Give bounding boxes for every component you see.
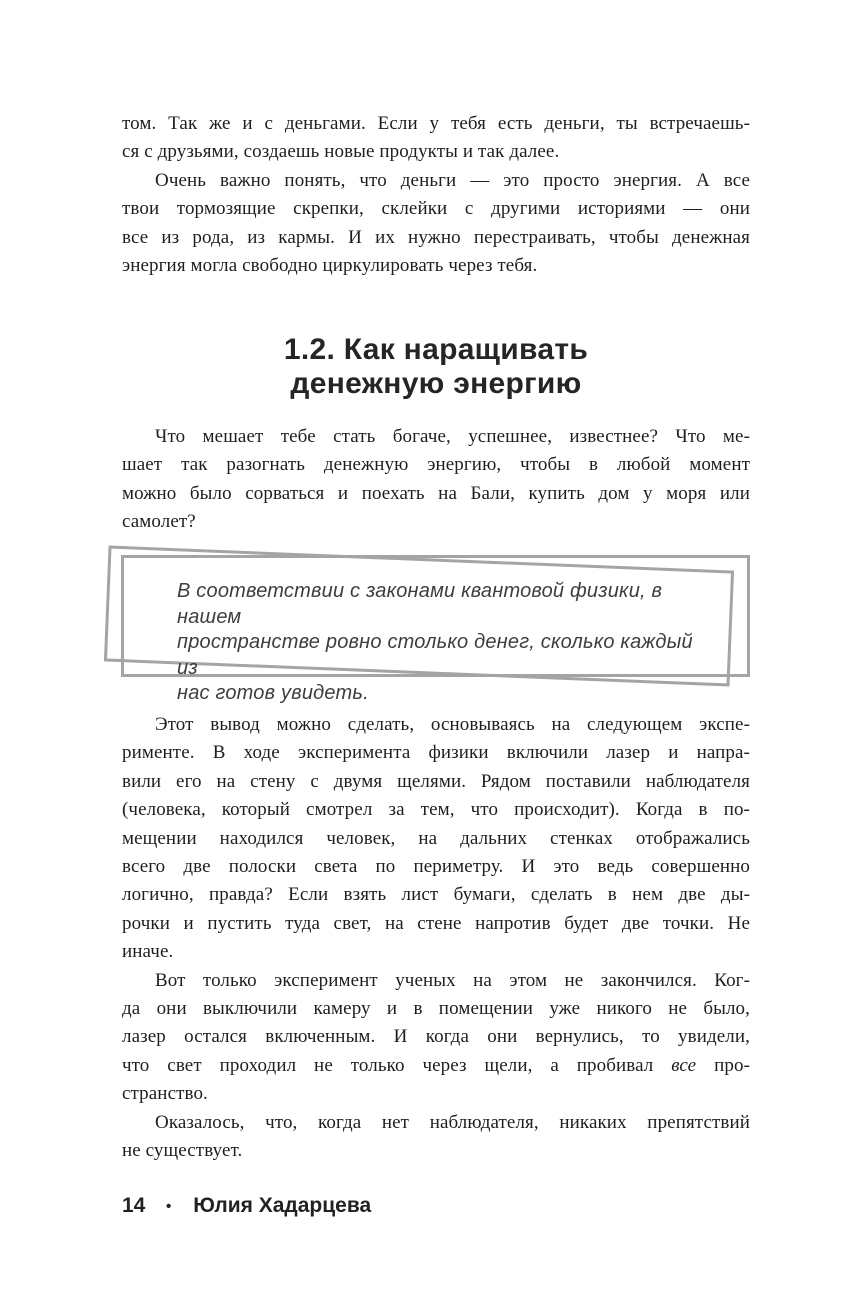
body-line: не существует.: [122, 1140, 243, 1162]
body-line: Оказалось, что, когда нет наблюдателя, никаких препятствий: [155, 1111, 750, 1133]
quote-line: пространстве ровно столько денег, сколько каждый из: [177, 631, 693, 679]
body-line-segment: про-: [696, 1054, 751, 1076]
body-line: всего две полоски света по периметру. И это ведь совершенно: [122, 856, 750, 878]
body-line: странство.: [122, 1083, 208, 1105]
section-heading: [122, 333, 750, 401]
body-line: том. Так же и с деньгами. Если у тебя есть деньги, ты встречаешь-: [122, 113, 750, 134]
body-line: рименте. В ходе эксперимента физики включили лазер и напра-: [122, 742, 750, 764]
section-heading-line-1: 1.2. Как наращивать: [283, 333, 589, 366]
body-line: все из рода, из кармы. И их нужно перестраивать, чтобы денежная: [122, 226, 750, 248]
body-line: самолет?: [122, 511, 196, 533]
quote-text: [177, 579, 717, 707]
body-line: да они выключили камеру и в помещении уже никого не было,: [122, 998, 750, 1020]
experiment-paragraphs: [122, 711, 750, 1166]
body-line-segment: что свет проходил не только через щели, а пробивал: [122, 1054, 672, 1076]
page-number: 14: [122, 1194, 146, 1217]
body-line: можно было сорваться и поехать на Бали, купить дом у моря или: [122, 482, 750, 504]
body-line: иначе.: [122, 941, 174, 963]
body-line: рочки и пустить туда свет, на стене напротив будет две точки. Не: [122, 912, 750, 934]
body-line: ся с друзьями, создаешь новые продукты и так далее.: [122, 141, 560, 163]
body-line: Этот вывод можно сделать, основываясь на следующем экспе-: [155, 714, 750, 735]
body-line: Очень важно понять, что деньги — это просто энергия. А все: [155, 169, 750, 191]
body-line: твои тормозящие скрепки, склейки с другими историями — они: [122, 198, 750, 220]
question-paragraph: [122, 423, 750, 537]
bullet-separator: •: [166, 1197, 172, 1215]
body-line: логично, правда? Если взять лист бумаги, сделать в нем две ды-: [122, 884, 750, 906]
running-author: Юлия Хадарцева: [193, 1194, 372, 1217]
body-line: мещении находился человек, на дальних стенках отображались: [122, 827, 750, 849]
body-line: [122, 1052, 750, 1080]
quote-line: В соответствии с законами квантовой физики, в нашем: [177, 580, 663, 628]
body-line: энергия могла свободно циркулировать через тебя.: [122, 255, 538, 277]
intro-paragraphs: [122, 110, 750, 280]
body-line: шает так разогнать денежную энергию, чтобы в любой момент: [122, 454, 750, 476]
section-heading-line-2: денежную энергию: [290, 367, 582, 400]
quote-line: нас готов увидеть.: [177, 682, 369, 704]
page-footer: [122, 1194, 750, 1218]
body-line: лазер остался включенным. И когда они вернулись, то увидели,: [122, 1026, 750, 1048]
body-line: вили его на стену с двумя щелями. Рядом поставили наблюдателя: [122, 770, 750, 792]
body-line: (человека, который смотрел за тем, что происходит). Когда в по-: [122, 799, 750, 821]
emphasized-word: все: [671, 1054, 697, 1076]
body-line: Вот только эксперимент ученых на этом не закончился. Ког-: [155, 969, 750, 991]
body-line: Что мешает тебе стать богаче, успешнее, известнее? Что ме-: [155, 426, 750, 447]
